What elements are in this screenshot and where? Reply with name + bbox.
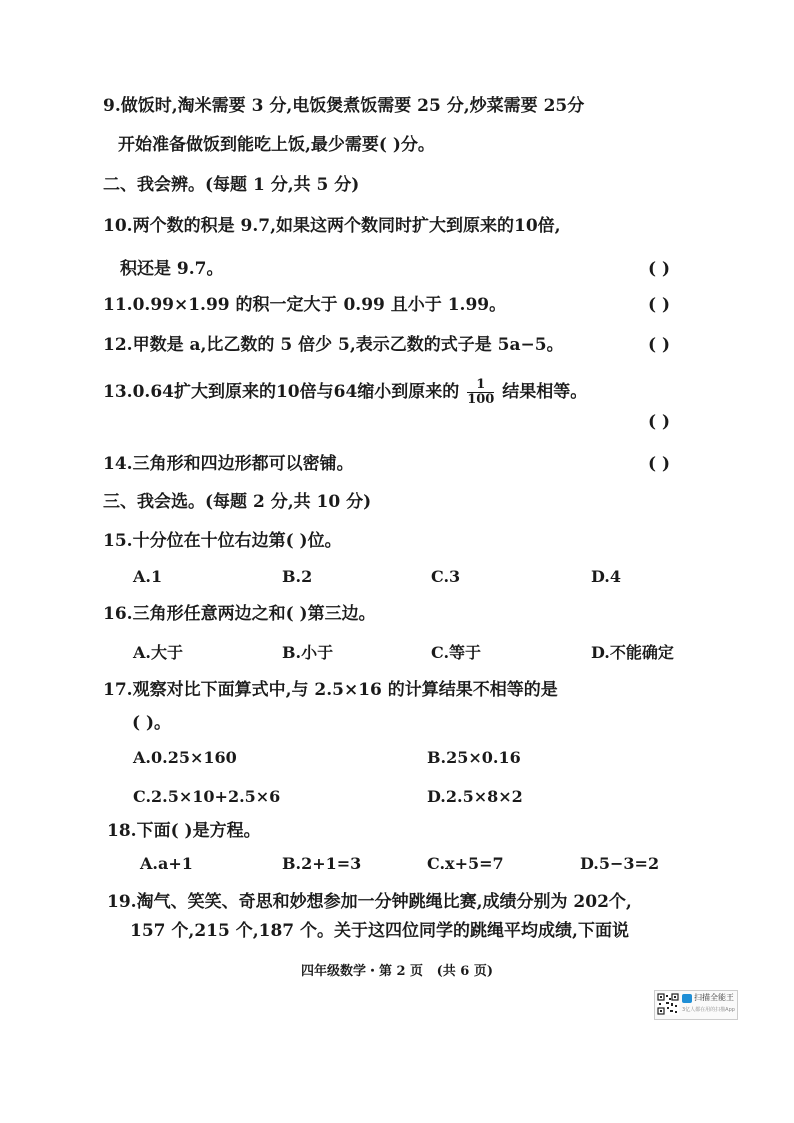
scanner-watermark [654, 990, 738, 1020]
fraction-denominator: 100 [467, 392, 495, 407]
q10-answer-paren[interactable]: ( ) [648, 259, 671, 279]
section2-title: 二、我会辨。(每题 1 分,共 5 分) [103, 175, 360, 195]
q16-stem: 16.三角形任意两边之和( )第三边。 [103, 604, 376, 624]
camscanner-logo-icon [682, 994, 692, 1003]
q18-option-c[interactable]: C.x+5=7 [427, 854, 504, 873]
q17-stem: 17.观察对比下面算式中,与 2.5×16 的计算结果不相等的是 [103, 680, 558, 700]
q10-line1: 10.两个数的积是 9.7,如果这两个数同时扩大到原来的10倍, [103, 216, 561, 236]
q17-option-d[interactable]: D.2.5×8×2 [427, 787, 523, 806]
fraction-1-over-100 [467, 378, 494, 407]
fraction-numerator: 1 [467, 378, 494, 393]
q9-line1: 9.做饭时,淘米需要 3 分,电饭煲煮饭需要 25 分,炒菜需要 25分 [103, 96, 585, 116]
q18-option-b[interactable]: B.2+1=3 [282, 854, 362, 873]
q15-stem: 15.十分位在十位右边第( )位。 [103, 531, 342, 551]
q12-answer-paren[interactable]: ( ) [648, 335, 671, 355]
q16-option-d[interactable]: D.不能确定 [591, 643, 674, 662]
q15-option-d[interactable]: D.4 [591, 567, 622, 586]
q19-line2: 157 个,215 个,187 个。关于这四位同学的跳绳平均成绩,下面说 [130, 921, 629, 941]
q14-answer-paren[interactable]: ( ) [648, 454, 671, 474]
q16-option-b[interactable]: B.小于 [282, 643, 334, 662]
q17-blank[interactable]: ( )。 [132, 713, 172, 733]
q13-after: 结果相等。 [502, 382, 588, 402]
section3-title: 三、我会选。(每题 2 分,共 10 分) [103, 492, 372, 512]
q13-before: 13.0.64扩大到原来的10倍与64缩小到原来的 [103, 382, 460, 402]
q18-option-a[interactable]: A.a+1 [140, 854, 193, 873]
qr-code-icon [657, 993, 679, 1015]
q14-text: 14.三角形和四边形都可以密铺。 [103, 454, 354, 474]
q11-answer-paren[interactable]: ( ) [648, 295, 671, 315]
scanner-subtitle: 3亿人都在用的扫描App [682, 1007, 735, 1013]
q18-option-d[interactable]: D.5−3=2 [580, 854, 660, 873]
q13-text [103, 378, 587, 407]
q10-line2: 积还是 9.7。 [120, 259, 224, 279]
q12-text: 12.甲数是 a,比乙数的 5 倍少 5,表示乙数的式子是 5a−5。 [103, 335, 564, 355]
q17-option-a[interactable]: A.0.25×160 [133, 748, 237, 767]
q15-option-b[interactable]: B.2 [282, 567, 313, 586]
q17-option-b[interactable]: B.25×0.16 [427, 748, 521, 767]
q18-stem: 18.下面( )是方程。 [107, 821, 261, 841]
q16-option-a[interactable]: A.大于 [133, 643, 183, 662]
q11-text: 11.0.99×1.99 的积一定大于 0.99 且小于 1.99。 [103, 295, 507, 315]
q13-answer-paren[interactable]: ( ) [648, 412, 671, 432]
page-footer: 四年级数学・第 2 页 (共 6 页) [300, 964, 494, 979]
q15-option-c[interactable]: C.3 [431, 567, 461, 586]
scanner-title: 扫描全能王 [694, 993, 734, 1002]
q17-option-c[interactable]: C.2.5×10+2.5×6 [133, 787, 281, 806]
q15-option-a[interactable]: A.1 [133, 567, 163, 586]
q19-line1: 19.淘气、笑笑、奇思和妙想参加一分钟跳绳比赛,成绩分别为 202个, [107, 892, 632, 912]
q16-option-c[interactable]: C.等于 [431, 643, 482, 662]
q9-line2: 开始准备做饭到能吃上饭,最少需要( )分。 [118, 135, 435, 155]
